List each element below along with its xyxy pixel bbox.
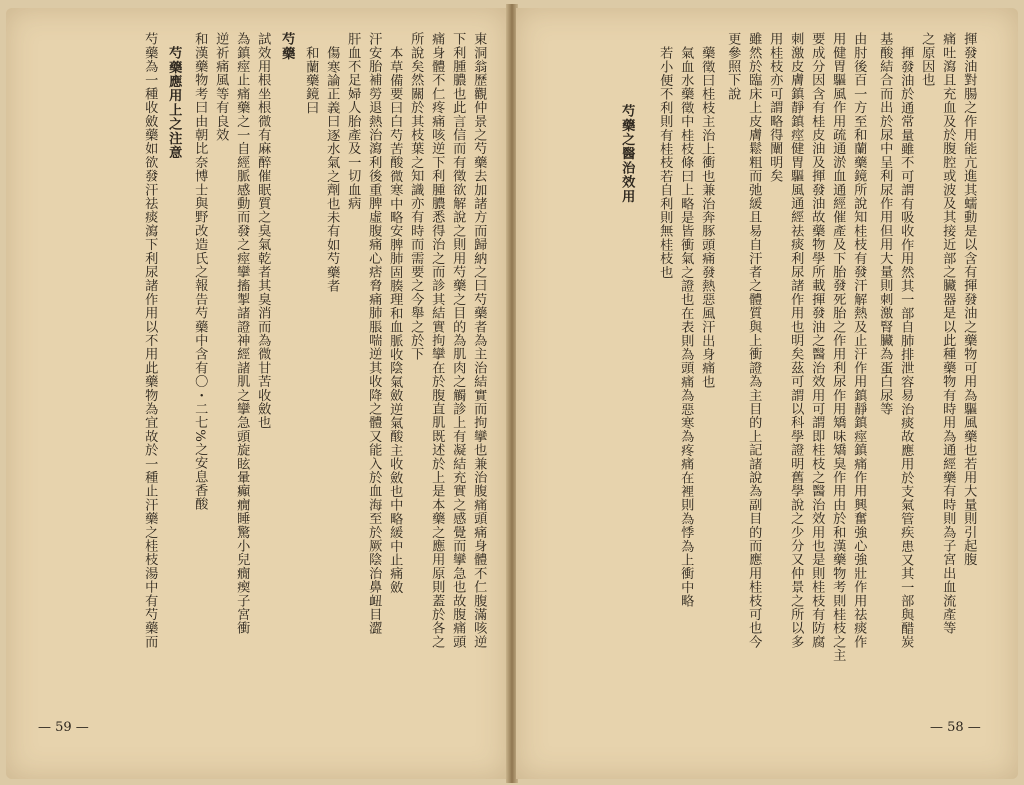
text-column: 肝血不足婦人胎產及一切血病 bbox=[345, 32, 361, 211]
text-column: 下利腫膿也此言信而有徵欲解說之則用芍藥之目的為肌肉之觸診上有凝結充實之感覺而攣急也故腹痛頭 bbox=[450, 32, 466, 649]
text-column: 揮發油於通常量雖不可謂有吸收作用然其一部自肺排泄容易治痰故應用於支氣管疾患又其一部與醋炭 bbox=[898, 46, 914, 649]
text-column: 揮發油對腸之作用能亢進其蠕動是以含有揮發油之藥物可用為驅風藥也若用大量則引起腹 bbox=[961, 32, 977, 567]
text-column: 傷寒論正義曰逐水氣之劑也未有如芍藥者 bbox=[324, 46, 340, 293]
text-column: 所說矣然關於其枝葉之知識亦有時而需要之今舉之於下 bbox=[408, 32, 424, 361]
text-column: 氣血水藥徵中桂枝條曰上略是皆衝氣之證也在表則為頭痛為惡寒為疼痛在裡則為悸為上衝中略 bbox=[678, 46, 694, 608]
page-number-right: — 58 — bbox=[930, 720, 981, 735]
text-column: 和漢藥物考曰由朝比奈博士與野改造氏之報告芍藥中含有〇・二七%之安息香酸 bbox=[192, 32, 208, 511]
text-column: 痛身體不仁疼痛咳逆下利腫膿悉得治之而診其結實拘攣在於腹直肌既述於上是本藥之應用原則蓋於各之 bbox=[429, 32, 445, 649]
text-column: 為鎮痙止痛藥之一自經脈感動而發之痙攣搐掣諸證神經諸肌之攣急頭旋眩暈癲癇睡驚小兒癇瘈子宮衝 bbox=[234, 32, 250, 635]
text-column: 試效用根坐根微有麻醉催眠質之臭氣乾者其臭消而為微甘苦收斂也 bbox=[255, 32, 271, 430]
text-column: 芍藥為一種收斂藥如欲發汗祛痰瀉下利尿諸作用以不用此藥物為宜故於一種止汗藥之桂枝湯中有芍藥而 bbox=[142, 32, 158, 649]
text-column: 刺激皮膚鎮靜鎮痙健胃驅風通經祛痰利尿諸作用也明矣茲可謂以科學證明舊學說之少分又仲景之所以多 bbox=[788, 32, 804, 649]
text-column: 更參照下說 bbox=[725, 32, 741, 101]
section-heading: 芍藥 bbox=[279, 32, 295, 61]
text-column: 和蘭藥鏡曰 bbox=[303, 46, 319, 115]
text-column: 之原因也 bbox=[919, 32, 935, 87]
text-column: 本草備要曰白芍苦酸微寒中略安脾肺固腠理和血脈收陰氣斂逆氣酸主收斂也中略緩中止痛斂 bbox=[387, 46, 403, 594]
text-column: 用健胃驅風作用疏通淤血通經催產及下胎發死胎之作用利尿作用矯味矯臭作用由於和漢藥物考則桂枝之主 bbox=[830, 32, 846, 663]
text-column: 痛吐瀉且充血及於腹腔或波及其接近部之臟器是以此種藥物有時用為通經藥有時則為子宮出血流產等 bbox=[940, 32, 956, 635]
text-column: 要成分因含有桂皮油及揮發油故藥物學所載揮發油之醫治效用可謂即桂枝之醫治效用也是則桂枝有防腐 bbox=[809, 32, 825, 649]
text-column: 藥徵曰桂枝主治上衝也兼治奔豚頭痛發熱惡風汗出身痛也 bbox=[699, 46, 715, 389]
page-number-left: — 59 — bbox=[38, 720, 89, 735]
text-column: 雖然於臨床上皮膚鬆粗而弛緩且易自汗者之體質與上衝證為主目的上記諸說為副目的而應用桂枝可也今 bbox=[746, 32, 762, 649]
text-column: 基酸結合而出於尿中呈利尿作用但用大量則刺激腎臟為蛋白尿等 bbox=[877, 32, 893, 416]
section-heading: 芍藥之醫治效用 bbox=[619, 104, 635, 204]
text-column: 東洞翁歷觀仲景之芍藥去加諸方而歸納之曰芍藥者為主治結實而拘攣也兼治腹痛頭痛身體不仁腹滿咳逆 bbox=[471, 32, 487, 649]
section-heading: 芍藥應用上之注意 bbox=[166, 46, 182, 160]
text-column: 汗安胎補勞退熱治瀉利後重脾虛腹痛心痞脅痛肺脹喘逆其收降之體又能入於血海至於厥陰治鼻衄目澀 bbox=[366, 32, 382, 635]
text-column: 若小便不利則有桂枝若自利則無桂枝也 bbox=[657, 46, 673, 279]
text-column: 逆祈痛風等有良效 bbox=[213, 32, 229, 142]
text-column: 用桂枝亦可謂略得闡明矣 bbox=[767, 32, 783, 183]
text-column: 由肘後百一方至和蘭藥鏡所說知桂枝有發汗解熱及止汗作用鎮靜鎮痙鎮痛作用興奮強心強壯作用祛痰作 bbox=[851, 32, 867, 649]
